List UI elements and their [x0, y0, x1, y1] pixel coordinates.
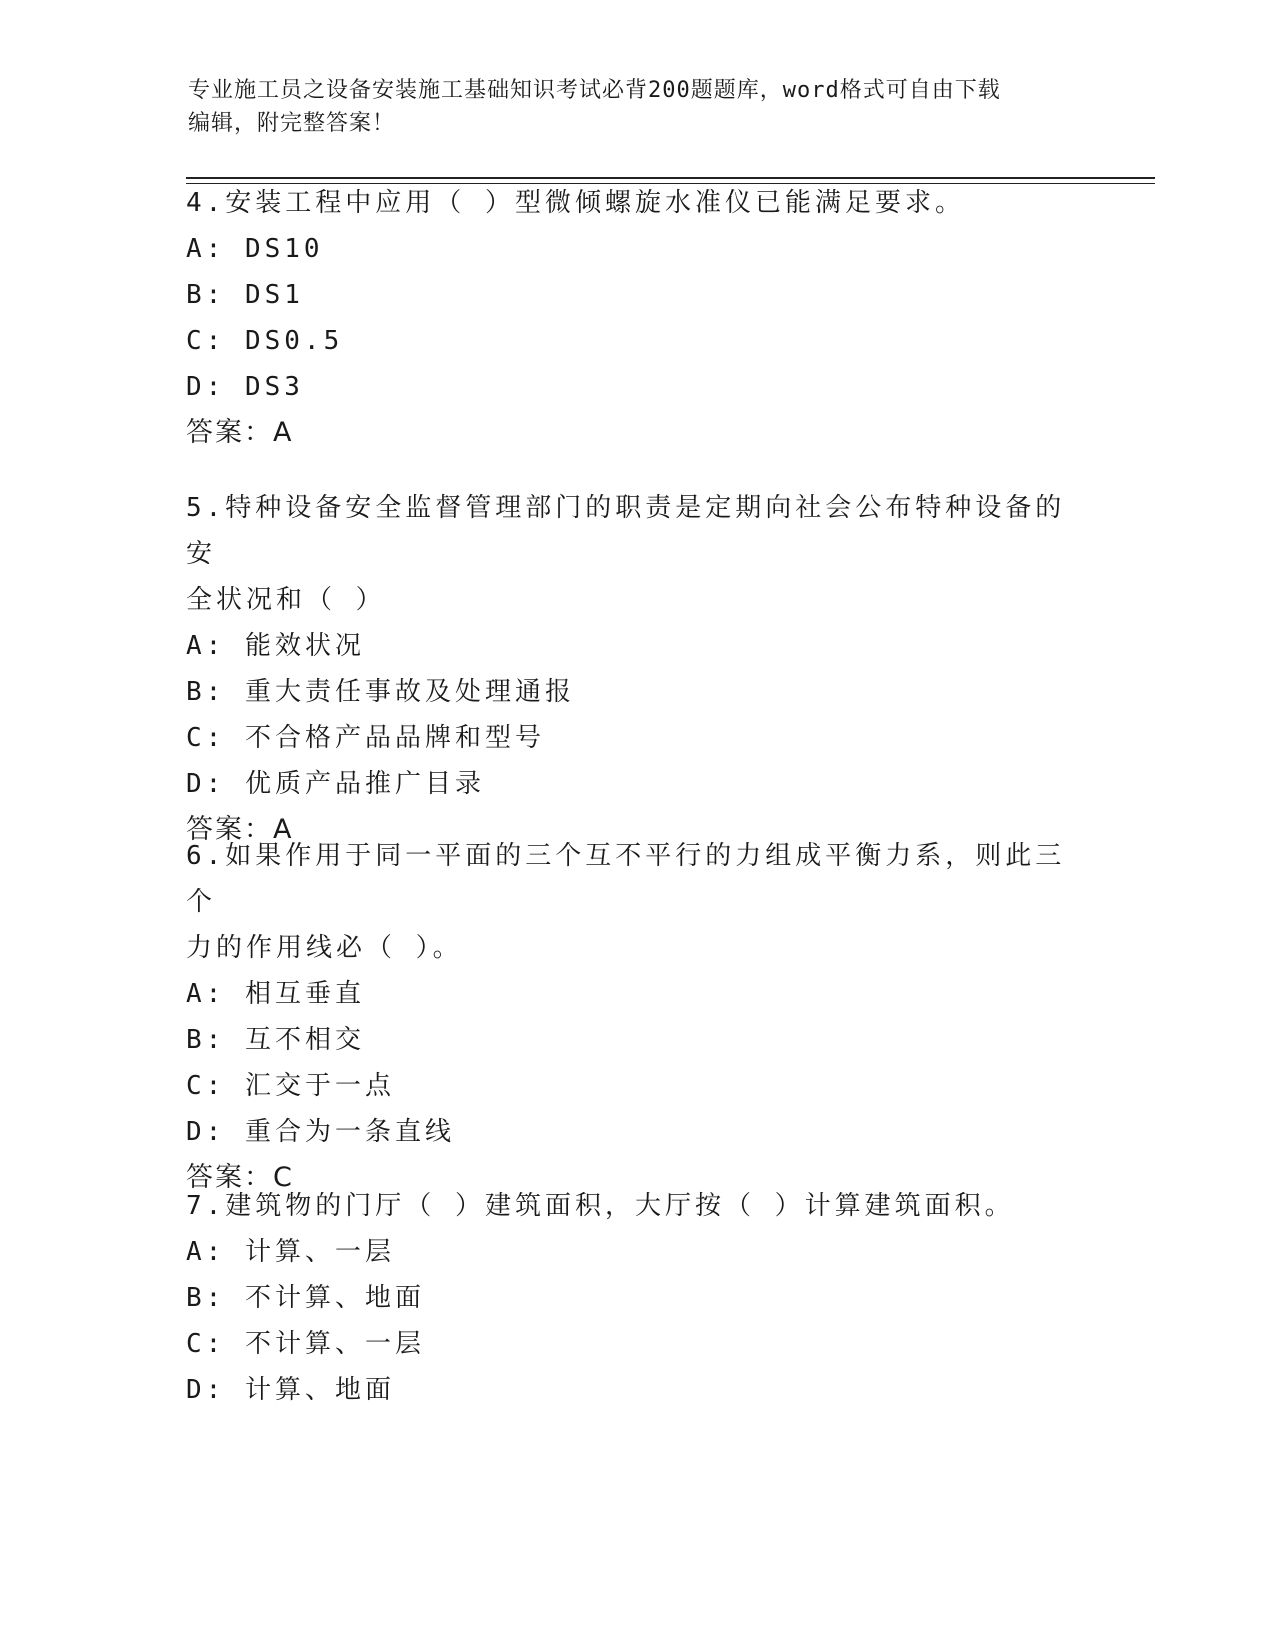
question-4 [186, 180, 1066, 456]
option-c: C: DS0.5 [186, 326, 344, 356]
option-b: B: 互不相交 [186, 1025, 365, 1055]
question-5 [186, 485, 1066, 853]
option-d: D: DS3 [186, 372, 304, 402]
question-stem: 7.建筑物的门厅（ ）建筑面积，大厅按（ ）计算建筑面积。 [186, 1191, 1015, 1221]
option-d: D: 重合为一条直线 [186, 1117, 455, 1147]
header-line-2: 编辑，附完整答案！ [188, 111, 396, 136]
question-stem-line-1: 6.如果作用于同一平面的三个互不平行的力组成平衡力系，则此三个 [186, 841, 1066, 917]
header-line-1: 专业施工员之设备安装施工基础知识考试必背200题题库，word格式可自由下载 [188, 78, 1001, 103]
option-b: B: 重大责任事故及处理通报 [186, 677, 575, 707]
option-a: A: 计算、一层 [186, 1237, 395, 1267]
option-d: D: 计算、地面 [186, 1375, 395, 1405]
question-stem-line-2: 全状况和（ ） [186, 585, 386, 615]
option-c: C: 不合格产品品牌和型号 [186, 723, 545, 753]
option-a: A: 相互垂直 [186, 979, 365, 1009]
option-c: C: 汇交于一点 [186, 1071, 395, 1101]
option-c: C: 不计算、一层 [186, 1329, 425, 1359]
header-divider-thick [186, 177, 1155, 179]
question-stem: 4.安装工程中应用（ ）型微倾螺旋水准仪已能满足要求。 [186, 188, 965, 218]
option-b: B: DS1 [186, 280, 304, 310]
answer-line: 答案：A [186, 814, 294, 845]
question-7 [186, 1183, 1066, 1413]
answer-line: 答案：C [186, 1162, 294, 1193]
option-a: A: DS10 [186, 234, 324, 264]
question-stem-line-1: 5.特种设备安全监督管理部门的职责是定期向社会公布特种设备的安 [186, 493, 1066, 569]
question-6 [186, 833, 1066, 1201]
document-header [188, 74, 1088, 140]
option-b: B: 不计算、地面 [186, 1283, 425, 1313]
option-d: D: 优质产品推广目录 [186, 769, 485, 799]
option-a: A: 能效状况 [186, 631, 365, 661]
answer-line: 答案：A [186, 417, 294, 448]
question-stem-line-2: 力的作用线必（ ）。 [186, 933, 463, 963]
